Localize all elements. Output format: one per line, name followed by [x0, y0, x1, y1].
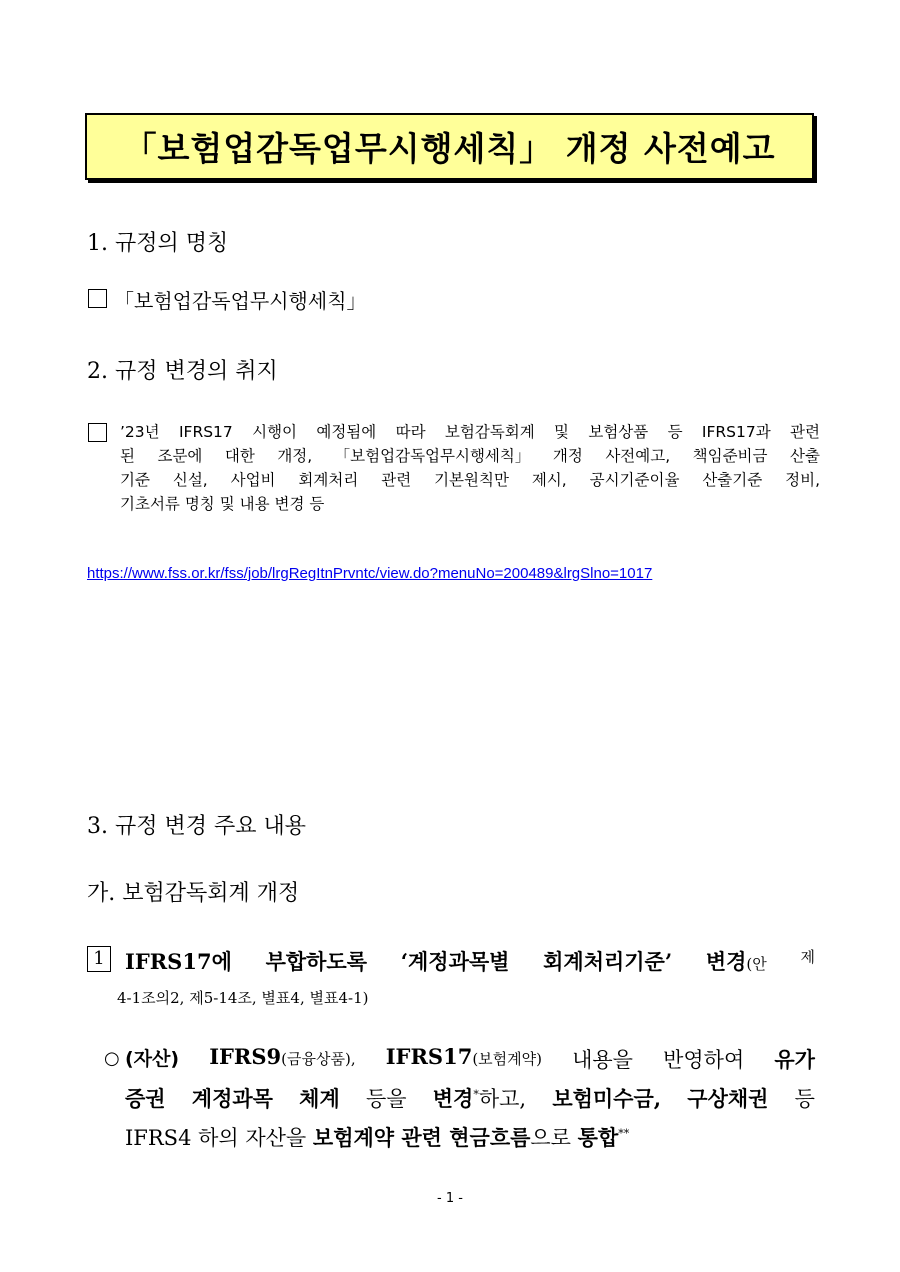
word: 유가 [774, 1047, 815, 1072]
word: 반영하여 [663, 1048, 745, 1072]
word: 체계 [299, 1086, 340, 1111]
item-1-ref: 제 [800, 948, 815, 966]
item-1-phrase: ‘계정과목별 [400, 949, 510, 974]
footnote-marker: * [473, 1088, 479, 1101]
item-1-line-1 [125, 946, 815, 976]
item-1-bold: 변경 [705, 949, 747, 974]
word: 된 [120, 447, 135, 465]
paragraph-line [120, 444, 820, 468]
bullet-line-3 [125, 1122, 629, 1152]
word: 「보험업감독업무시행세칙」 [334, 447, 531, 465]
checkbox-icon [88, 289, 107, 308]
line-bold: 보험계약 관련 현금흐름 [312, 1125, 531, 1150]
word: 및 [554, 423, 570, 441]
word: 증권 [125, 1086, 166, 1111]
document-title: 「보험업감독업무시행세칙」 개정 사전예고 [85, 113, 814, 180]
item-1-line-2: 4-1조의2, 제5-14조, 별표4, 별표4-1) [117, 989, 369, 1007]
word: 사업비 [230, 471, 276, 489]
ifrs9-phrase [209, 1044, 355, 1074]
item-1-phrase: 부합하도록 [265, 949, 367, 974]
item-1-phrase: 회계처리기준’ [543, 949, 673, 974]
purpose-paragraph [120, 420, 820, 516]
word: 정비, [785, 471, 820, 489]
paragraph-line: 기초서류 명칭 및 내용 변경 등 [120, 495, 325, 513]
word: 조문에 [157, 447, 203, 465]
word: IFRS17과 [701, 423, 771, 441]
word: 기준 [120, 471, 150, 489]
word: 산출기준 [702, 471, 763, 489]
word: 보험상품 [588, 423, 649, 441]
word: 제시, [531, 471, 567, 489]
item-number-box: 1 [87, 946, 111, 972]
line-text: 으로 [530, 1126, 571, 1150]
item-1-ref: (안 [746, 955, 767, 973]
word: 신설, [172, 471, 208, 489]
footnote-marker: ** [618, 1127, 630, 1140]
line-bold: 통합 [577, 1125, 619, 1150]
ifrs9-note: (금융상품), [281, 1050, 356, 1068]
word: 시행이 [252, 423, 298, 441]
asset-label: (자산) [125, 1048, 180, 1070]
bullet-line-2 [125, 1083, 815, 1113]
paragraph-line [120, 468, 820, 492]
word: 관련 [381, 471, 412, 489]
word: 계정과목 [191, 1086, 273, 1111]
item-1-phrase [706, 946, 767, 976]
ifrs17-term: IFRS17 [385, 1044, 473, 1069]
bullet-line-1 [125, 1044, 815, 1074]
word: 내용을 [572, 1048, 633, 1072]
line-text: IFRS4 하의 자산을 [125, 1126, 307, 1150]
checkbox-icon [88, 423, 107, 442]
word: 구상채권 [687, 1086, 769, 1111]
page-number: - 1 - [437, 1191, 463, 1206]
section-1-heading: 1. 규정의 명칭 [87, 231, 229, 256]
word: 사전예고, [605, 447, 671, 465]
word: 예정됨에 [316, 423, 377, 441]
word: 등을 [365, 1087, 407, 1111]
item-1-phrase: IFRS17에 [125, 949, 232, 974]
word: 공시기준이율 [589, 471, 680, 489]
change-phrase [433, 1083, 526, 1113]
word: 산출 [789, 447, 820, 465]
word: 기본원칙만 [434, 471, 509, 489]
word: 등 [794, 1087, 815, 1111]
word: 개정 [552, 447, 583, 465]
ifrs9-term: IFRS9 [209, 1044, 282, 1069]
ifrs17-note: (보험계약) [472, 1050, 542, 1068]
word: 회계처리 [298, 471, 359, 489]
word: 따라 [395, 423, 426, 441]
word: 보험감독회계 [444, 423, 535, 441]
word: 등 [667, 423, 683, 441]
word: 책임준비금 [692, 447, 768, 465]
word: 대한 [224, 447, 255, 465]
section-3-heading: 3. 규정 변경 주요 내용 [87, 814, 306, 839]
bullet-icon: ○ [104, 1048, 120, 1069]
word: 개정, [277, 447, 313, 465]
word: 하고, [478, 1087, 527, 1111]
word: 관련 [790, 423, 820, 441]
word: ’23년 [120, 423, 160, 441]
regulation-name: 「보험업감독업무시행세칙」 [114, 289, 367, 313]
subsection-heading: 가. 보험감독회계 개정 [87, 881, 300, 906]
section-2-heading: 2. 규정 변경의 취지 [87, 359, 278, 384]
ifrs17-phrase [386, 1044, 542, 1074]
regulation-notice-link[interactable]: https://www.fss.or.kr/fss/job/lrgRegItnPrvntc/view.do?menuNo=200489&lrgSlno=1017 [87, 565, 653, 582]
word: IFRS17 [178, 423, 233, 441]
paragraph-line [120, 420, 820, 444]
word: 변경 [432, 1086, 474, 1111]
word: 보험미수금, [552, 1086, 662, 1111]
